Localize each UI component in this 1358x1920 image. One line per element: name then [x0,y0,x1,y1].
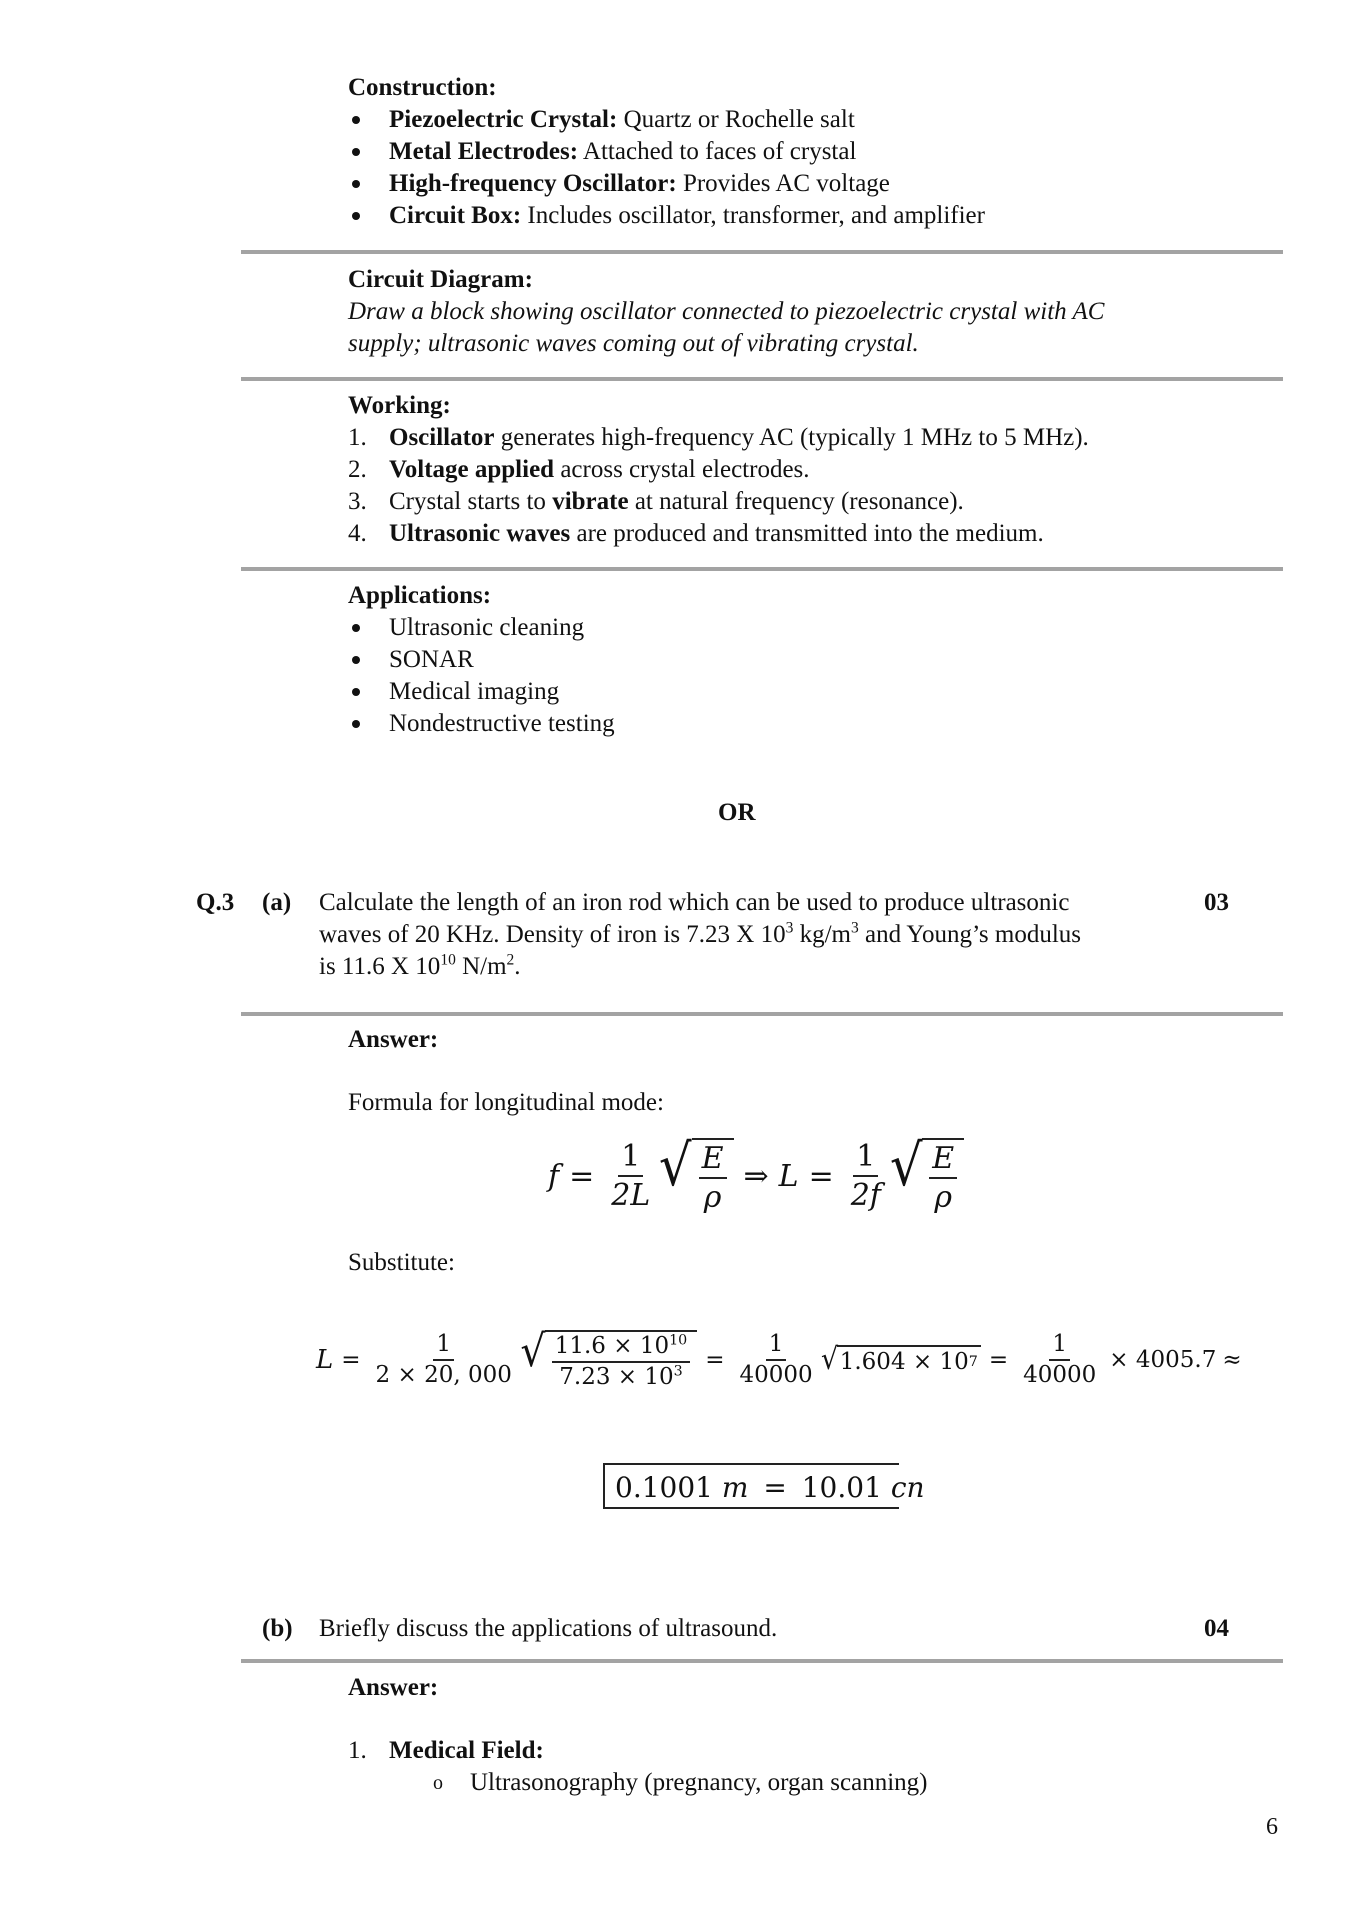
bullet-icon [352,720,360,728]
bullet-icon [352,116,360,124]
bullet-icon [352,656,360,664]
list-item: Metal Electrodes: Attached to faces of crystal [389,138,857,165]
circuit-diagram-text-line2: supply; ultrasonic waves coming out of vibrating crystal. [348,330,919,357]
list-item: SONAR [389,646,474,673]
answer-heading: Answer: [348,1674,439,1701]
result-box: 0.1001 m = 10.01 cn [603,1463,899,1509]
step-number: 4. [348,520,367,547]
sqrt: √ 1.604 × 10 7 [820,1345,981,1375]
radical-icon: √ [820,1342,838,1378]
divider [241,567,1283,571]
bullet-icon [352,688,360,696]
divider [241,1012,1283,1016]
step-item: Voltage applied across crystal electrodes. [389,456,810,483]
divider [241,1659,1283,1663]
question-text: Briefly discuss the applications of ultrasound. [319,1615,778,1642]
sqrt: √ $\frac{E}{\rho}$ [888,1138,964,1214]
radical-icon: √ [889,1133,923,1199]
question-text-line1: Calculate the length of an iron rod which can be used to produce ultrasonic [319,889,1070,916]
implies-icon: ⇒ [743,1158,769,1194]
formula-equation: f = $\frac{1}{2L}$ √ $\frac{E}{\rho}$ ⇒ L = $\frac{1}{2f}$ √ $\frac{E}{\rho}$ [548,1138,964,1214]
step-number: 1. [348,424,367,451]
question-marks: 03 [1204,889,1229,916]
step-item: Crystal starts to vibrate at natural frequency (resonance). [389,488,964,515]
fraction: $\frac{1}{2 \times 20, 000}$ [375,1331,512,1389]
question-marks: 04 [1204,1615,1229,1642]
formula-label: Formula for longitudinal mode: [348,1089,664,1116]
list-item: Ultrasonic cleaning [389,614,585,641]
step-number: 2. [348,456,367,483]
divider [241,377,1283,381]
step-item: Oscillator generates high-frequency AC (typically 1 MHz to 5 MHz). [389,424,1089,451]
question-number: Q.3 [196,889,235,916]
fraction: $\frac{1}{2f}$ [850,1139,881,1213]
bullet-icon [352,624,360,632]
radical-icon: √ [659,1133,692,1199]
step-number: 3. [348,488,367,515]
sqrt: √ $\frac{E}{\rho}$ [657,1138,733,1214]
calculation-equation: L = $\frac{1}{2 \times 20, 000}$ √ $\frac{11.6 \times 10^{10}}{7.23 \times 10^3}$ = $\frac{1}{40000}$ √ 1.604 × 10 7 = $\frac{1}{40000}$ × 4005.7 ≈ [316,1326,1242,1391]
fraction: $\frac{1}{2L}$ [611,1139,651,1213]
bullet-icon [352,212,360,220]
item-title: Medical Field: [389,1737,544,1764]
bullet-icon [352,148,360,156]
question-part-label: (a) [262,889,292,916]
question-text-line3: is 11.6 X $10^{10}$ $N/m^2$. [319,951,521,980]
sqrt: √ $\frac{11.6 \times 10^{10}}{7.23 \times 10^3}$ [519,1330,697,1391]
page-number: 6 [1266,1814,1278,1840]
answer-heading: Answer: [348,1026,439,1053]
circuit-diagram-text-line1: Draw a block showing oscillator connected to piezoelectric crystal with AC [348,298,1105,325]
question-part-label: (b) [262,1615,293,1642]
divider [241,250,1283,254]
circuit-diagram-heading: Circuit Diagram: [348,266,533,293]
question-text-line2: waves of 20 KHz. Density of iron is 7.23 X $10^3$ $kg/m^3$ and Young’s modulus [319,919,1082,948]
working-heading: Working: [348,392,451,419]
applications-heading: Applications: [348,582,492,609]
or-separator: OR [718,799,756,826]
item-number: 1. [348,1737,367,1764]
list-item: Circuit Box: Includes oscillator, transformer, and amplifier [389,202,985,229]
fraction: $\frac{1}{40000}$ [739,1331,813,1389]
step-item: Ultrasonic waves are produced and transmitted into the medium. [389,520,1044,547]
bullet-icon [352,180,360,188]
list-item: High-frequency Oscillator: Provides AC voltage [389,170,890,197]
list-item: Piezoelectric Crystal: Quartz or Rochelle salt [389,106,855,133]
substitute-label: Substitute: [348,1249,455,1276]
fraction: $\frac{1}{40000}$ [1023,1331,1097,1389]
hollow-bullet-icon: o [433,1772,443,1794]
list-item: Nondestructive testing [389,710,615,737]
radical-icon: √ [520,1326,546,1377]
construction-heading: Construction: [348,74,497,101]
sub-item: Ultrasonography (pregnancy, organ scanning) [470,1769,928,1796]
list-item: Medical imaging [389,678,560,705]
